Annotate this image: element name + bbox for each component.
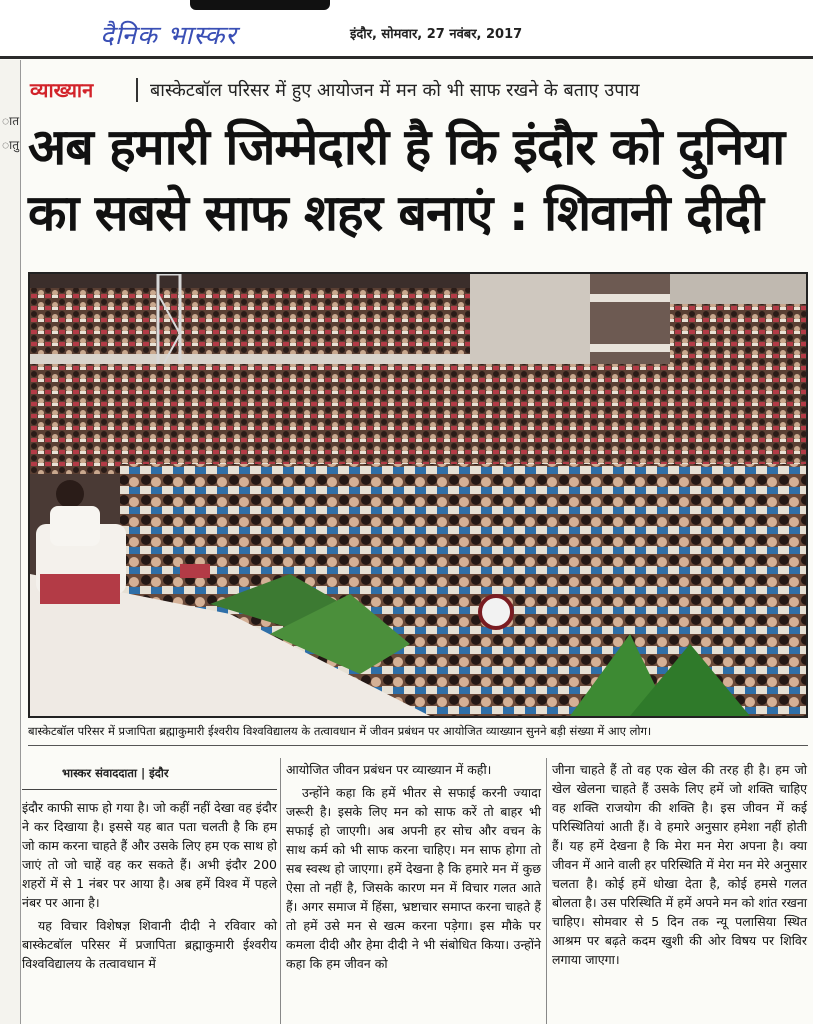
photo-caption: बास्केटबॉल परिसर में प्रजापिता ब्रह्माकुमारी ईश्वरीय विश्वविद्यालय के तत्वावधान में जीवन प्रबंधन पर आयोजित व्याख्यान सुनने बड़ी संख्या में आए लोग। — [28, 724, 808, 746]
handwritten-title: दैनिक भास्कर — [100, 21, 237, 51]
adjacent-column-fragment — [0, 60, 21, 1024]
gutter-text: ातु — [2, 138, 20, 152]
article-column-2 — [286, 760, 541, 977]
article-column-1 — [22, 760, 277, 977]
headline-line-2: का सबसे साफ शहर बनाएं : शिवानी दीदी — [28, 184, 763, 242]
article-column-3 — [552, 760, 807, 973]
event-photo — [28, 272, 808, 718]
story-label-row — [30, 76, 810, 108]
label-divider — [136, 78, 138, 102]
masthead-strip — [0, 0, 813, 59]
paragraph: उन्होंने कहा कि हमें भीतर से सफाई करनी ज्यादा जरूरी है। इसके लिए मन को साफ करें तो बाहर भी सफाई हो जाएगी। अब अपनी हर सोच और वचन के साथ कर्म को भी साफ करना चाहिए। मन साफ होगा तो सब स्वस्थ हो जाएगा। हमें देखना है कि हमारे मन में कुछ ऐसा तो नहीं है, जिसके कारण मन में विचार गलत आते हैं। अगर समाज में हिंसा, भ्रष्टाचार समाप्त करना चाहते हैं तो हमें उसे मन से खत्म करना पड़ेगा। इस मौके पर कमला दीदी और हेमा दीदी ने भी संबोधित किया। उन्होंने कहा कि हम जीवन को — [286, 785, 541, 971]
byline: भास्कर संवाददाता | इंदौर — [22, 760, 277, 790]
headline — [28, 114, 808, 246]
paragraph: इंदौर काफी साफ हो गया है। जो कहीं नहीं देखा वह इंदौर ने कर दिखाया है। इससे यह बात पता चलती है कि हम जो काम करना चाहते हैं और उसके लिए हम एक साथ हो जाएं तो जो चाहें वह कर सकते हैं। अभी इंदौर 200 शहरों में से 1 नंबर पर आया है। अब हमें विश्व में पहले नंबर पर आना है। — [22, 800, 277, 910]
story-deck: बास्केटबॉल परिसर में हुए आयोजन में मन को भी साफ रखने के बताए उपाय — [150, 80, 640, 101]
column-divider — [546, 758, 547, 1024]
paragraph: आयोजित जीवन प्रबंधन पर व्याख्यान में कही। — [286, 762, 492, 777]
paragraph: जीना चाहते हैं तो वह एक खेल की तरह ही है। हम जो खेल खेलना चाहते हैं उसके लिए हमें जो शक्ति चाहिए वह शक्ति राजयोग की शक्ति है। इस जीवन में कई परिस्थितियां आती हैं। वे हमारे अनुसार हमेशा नहीं होती हैं। यह हमें देखना है कि मेरा मन मेरा अपना है। क्या जीवन में आने वाली हर परिस्थिति में मेरा मन मेरे अनुसार चलता है। कोई हमें धोखा देता है, कोई हमसे गलत बोलता है। उस परिस्थिति में हमें अपने मन को शांत रखना चाहिए। सोमवार से 5 दिन तक न्यू पलासिया स्थित आश्रम पर बढ़ते कदम खुशी की ओर विषय पर शिविर लगाया जाएगा। — [552, 762, 807, 967]
crowd-photo-illustration — [30, 274, 806, 716]
masthead-fragment — [190, 0, 330, 10]
dateline: इंदौर, सोमवार, 27 नवंबर, 2017 — [350, 27, 523, 42]
column-divider — [280, 758, 281, 1024]
headline-line-1: अब हमारी जिम्मेदारी है कि इंदौर को दुनिया — [28, 118, 785, 176]
paragraph: यह विचार विशेषज्ञ शिवानी दीदी ने रविवार को बास्केटबॉल परिसर में प्रजापिता ब्रह्माकुमारी ईश्वरीय विश्वविद्यालय के तत्वावधान में — [22, 918, 277, 971]
section-tag: व्याख्यान — [30, 78, 94, 102]
gutter-text: ात — [2, 114, 20, 128]
